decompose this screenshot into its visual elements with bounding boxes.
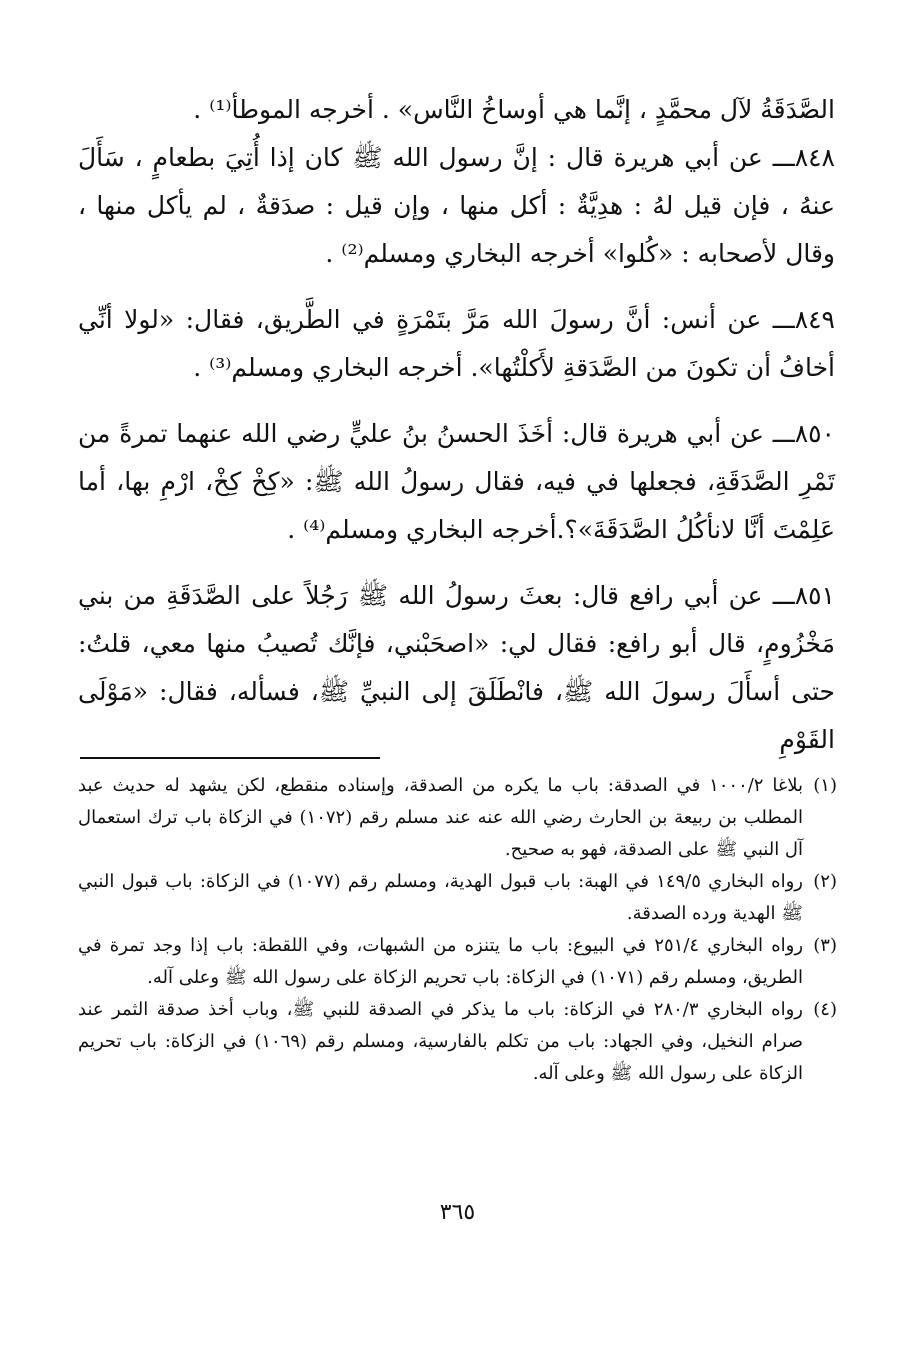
footnote-text: بلاغا ١٠٠٠/٢ في الصدقة: باب ما يكره من الصدقة، وإسناده منقطع، لكن يشهد له حديث عبد المطلب بن ربيعة بن الحارث رضي الله عنه عند مسلم رقم (١٠٧٢) في الزكاة باب ترك استعمال آل النبي ﷺ على الصدقة، فهو به صحيح. [78, 775, 803, 860]
footnote-4 [78, 994, 837, 1090]
hadith-848: ٨٤٨ـــ عن أبي هريرة قال : إنَّ رسول الله ﷺ كان إذا أُتِيَ بطعامٍ ، سَأَلَ عنهُ ، فإن قيل لهُ : هدِيَّةٌ : أكل منها ، وإن قيل : صدَقةٌ ، لم يأكل منها ، وقال لأصحابه : «كُلوا» أخرجه البخاري ومسلم⁽²⁾ . [78, 143, 835, 268]
hadith-851: ٨٥١ـــ عن أبي رافع قال: بعثَ رسولُ الله ﷺ رَجُلاً على الصَّدَقَةِ من بني مَخْزُومٍ، قال أبو رافع: فقال لي: «اصحَبْني، فإنَّك تُصيبُ منها معي، قلتُ: حتى أسأَلَ رسولَ الله ﷺ، فانْطَلَقَ إلى النبيِّ ﷺ، فسأله، فقال: «مَوْلَى القَوْمِ [78, 581, 835, 754]
page-number: ٣٦٥ [439, 1200, 476, 1225]
footnote-label: (١) [813, 775, 837, 796]
footnote-text: رواه البخاري ٢٨٠/٣ في الزكاة: باب ما يذكر في الصدقة للنبي ﷺ، وباب أخذ صدقة الثمر عند صرام النخيل، وفي الجهاد: باب من تكلم بالفارسية، ومسلم رقم (١٠٦٩) في الزكاة: باب تحريم الزكاة على رسول الله ﷺ وعلى آله. [78, 999, 804, 1084]
footnote-label: (٢) [813, 871, 837, 892]
hadith-849: ٨٤٩ـــ عن أنس: أنَّ رسولَ الله مَرَّ بتَمْرَةٍ في الطَّريق، فقال: «لولا أنِّي أخافُ أن تكونَ من الصَّدَقةِ لأَكلْتُها». أخرجه البخاري ومسلم⁽³⁾ . [78, 305, 835, 382]
footnote-2 [78, 866, 837, 930]
hadith-850: ٨٥٠ـــ عن أبي هريرة قال: أخَذَ الحسنُ بنُ عليٍّ رضي الله عنهما تمرةً من تَمْرِ الصَّدَقَةِ، فجعلها في فيه، فقال رسولُ الله ﷺ: «كِخْ كِخْ، ارْمِ بها، أما عَلِمْتَ أنَّا لانأكُلُ الصَّدَقَةَ»؟.أخرجه البخاري ومسلم⁽⁴⁾ . [78, 419, 835, 544]
footnote-text: رواه البخاري ١٤٩/٥ في الهبة: باب قبول الهدية، ومسلم رقم (١٠٧٧) في الزكاة: باب قبول النبي ﷺ الهدية ورده الصدقة. [78, 871, 803, 924]
footnote-divider [80, 757, 380, 759]
main-text [78, 86, 835, 764]
footnote-text: رواه البخاري ٢٥١/٤ في البيوع: باب ما يتنزه من الشبهات، وفي اللقطة: باب إذا وجد تمرة في الطريق، ومسلم رقم (١٠٧١) في الزكاة: باب تحريم الزكاة على رسول الله ﷺ وعلى آله. [78, 935, 804, 988]
footnotes [78, 770, 837, 1090]
paragraph-continuation: الصَّدَقَةُ لآل محمَّدٍ ، إنَّما هي أوساخُ النَّاس» . أخرجه الموطأ⁽¹⁾ . [193, 95, 835, 124]
footnote-label: (٣) [813, 935, 837, 956]
footnote-3 [78, 930, 837, 994]
footnote-1 [78, 770, 837, 866]
footnote-label: (٤) [813, 999, 837, 1020]
